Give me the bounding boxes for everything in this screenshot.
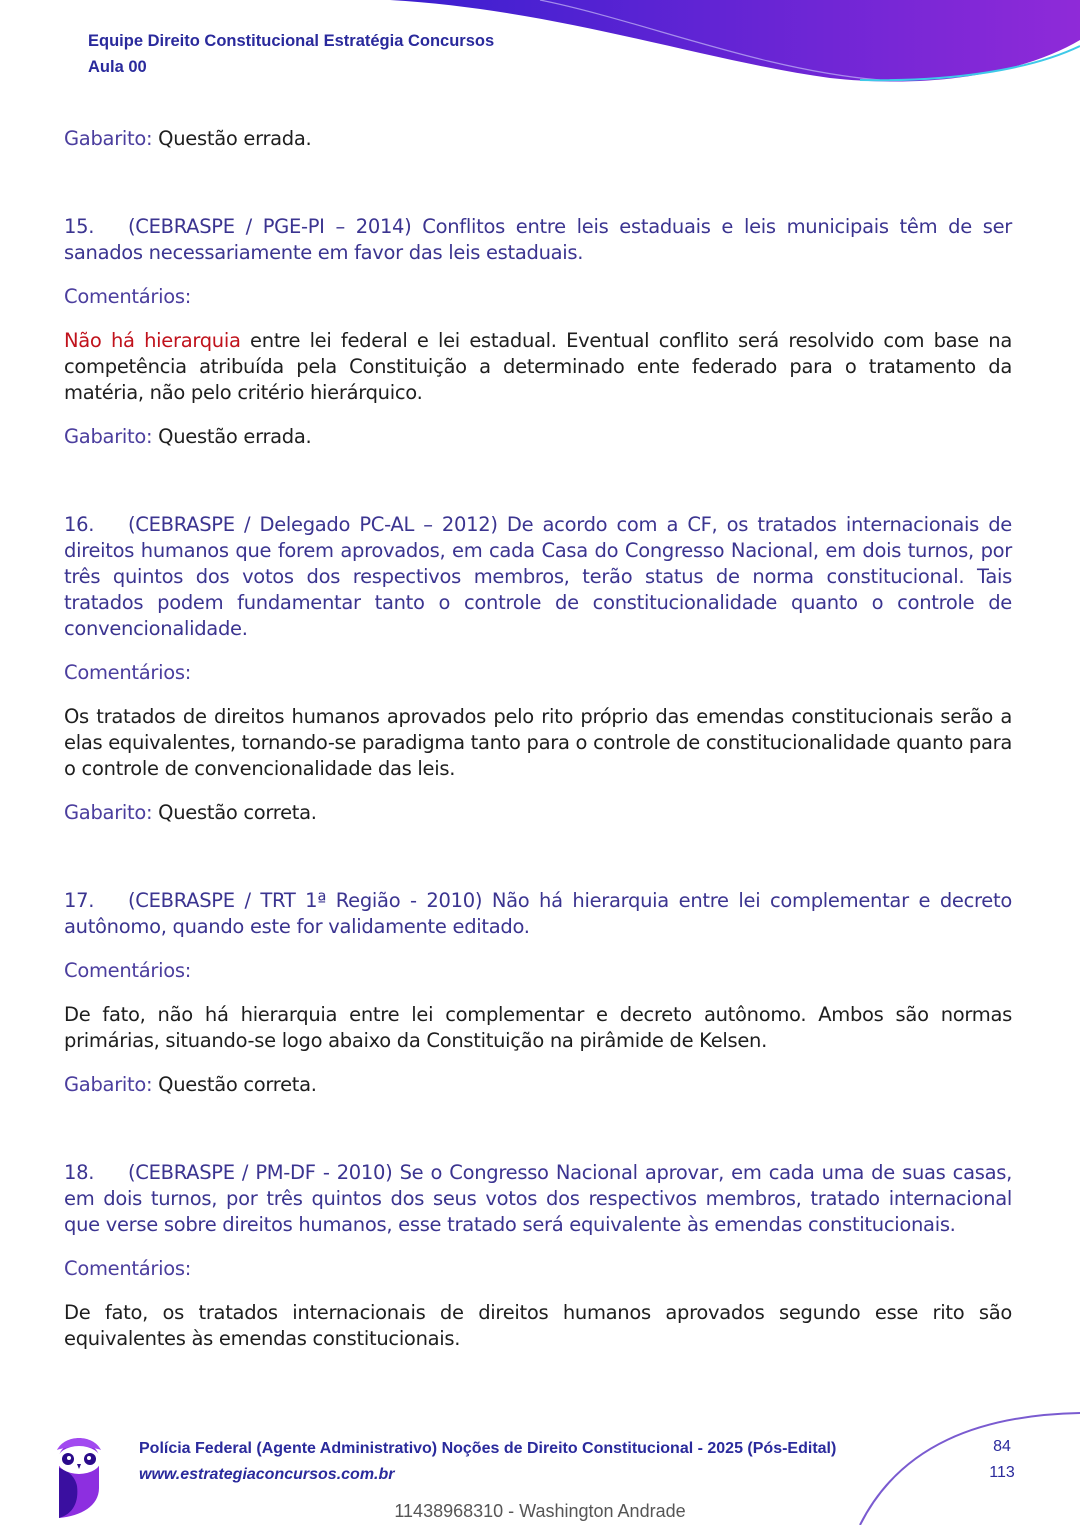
question-text: Não há hierarquia entre lei complementar e decreto autônomo, quando este for validamente editado.: [64, 889, 1012, 938]
question-source: (CEBRASPE / PM-DF - 2010): [128, 1161, 393, 1184]
footer-course-title: Polícia Federal (Agente Administrativo) Noções de Direito Constitucional - 2025 (Pós-Edital): [139, 1440, 837, 1457]
comment-text: Os tratados de direitos humanos aprovados pelo rito próprio das emendas constitucionais serão a elas equivalentes, tornando-se paradigma tanto para o controle de constitucionalidade quanto para o controle de convencionalidade das leis.: [64, 705, 1013, 780]
gabarito-label: Gabarito:: [64, 127, 153, 150]
gabarito-value: Questão correta.: [152, 1073, 317, 1096]
gabarito-label: Gabarito:: [64, 801, 153, 824]
question-18: [64, 1160, 1012, 1352]
question-text: Se o Congresso Nacional aprovar, em cada uma de suas casas, em dois turnos, por três quintos dos seus votos dos respectivos membros, tratado internacional que verse sobre direitos humanos, esse tratado será equivalente às emendas constitucionais.: [64, 1161, 1013, 1236]
question-17: [64, 888, 1012, 1098]
gabarito: [64, 424, 1012, 450]
comment-text: [64, 328, 1012, 406]
question-statement: [64, 214, 1012, 266]
comments-label: Comentários:: [64, 1257, 191, 1280]
comments-label: Comentários:: [64, 959, 191, 982]
footer-url-link[interactable]: www.estrategiaconcursos.com.br: [139, 1466, 395, 1483]
page-total: 113: [989, 1464, 1015, 1481]
gabarito-label: Gabarito:: [64, 425, 153, 448]
gabarito-previous: [64, 126, 1012, 152]
header-lesson: Aula 00: [88, 58, 147, 76]
question-statement: [64, 1160, 1012, 1238]
question-source: (CEBRASPE / TRT 1ª Região - 2010): [128, 889, 483, 912]
question-number: 16.: [64, 513, 95, 536]
gabarito: [64, 800, 1012, 826]
question-text: De acordo com a CF, os tratados internacionais de direitos humanos que forem aprovados, em cada Casa do Congresso Nacional, em dois turnos, por três quintos dos votos dos respectivos membros, terão status de norma constitucional. Tais tratados podem fundamentar tanto o controle de constitucionalidade quanto o controle de convencionalidade.: [64, 513, 1013, 640]
question-statement: [64, 512, 1012, 642]
comments-label: Comentários:: [64, 661, 191, 684]
gabarito-value: Questão errada.: [152, 425, 312, 448]
question-source: (CEBRASPE / Delegado PC-AL – 2012): [128, 513, 498, 536]
document-body: [64, 126, 1012, 1352]
question-source: (CEBRASPE / PGE-PI – 2014): [128, 215, 412, 238]
watermark: 11438968310 - Washington Andrade: [394, 1501, 686, 1521]
page-current: 84: [993, 1438, 1011, 1455]
question-number: 17.: [64, 889, 95, 912]
question-statement: [64, 888, 1012, 940]
question-text: Conflitos entre leis estaduais e leis municipais têm de ser sanados necessariamente em favor das leis estaduais.: [64, 215, 1012, 264]
gabarito-value: Questão correta.: [152, 801, 317, 824]
question-16: [64, 512, 1012, 826]
gabarito: [64, 1072, 1012, 1098]
gabarito-value: Questão errada.: [152, 127, 312, 150]
comment-text: De fato, não há hierarquia entre lei complementar e decreto autônomo. Ambos são normas primárias, situando-se logo abaixo da Constituição na pirâmide de Kelsen.: [64, 1003, 1012, 1052]
question-15: [64, 214, 1012, 450]
page-header: [88, 28, 494, 80]
comments-label: Comentários:: [64, 285, 191, 308]
comment-body: entre lei federal e lei estadual. Eventual conflito será resolvido com base na competência atribuída pela Constituição a determinado ente federado para o tratamento da matéria, não pelo critério hierárquico.: [64, 329, 1013, 404]
gabarito-label: Gabarito:: [64, 1073, 153, 1096]
comment-highlight: Não há hierarquia: [64, 329, 241, 352]
question-number: 15.: [64, 215, 95, 238]
comment-text: De fato, os tratados internacionais de direitos humanos aprovados segundo esse rito são equivalentes às emendas constitucionais.: [64, 1301, 1012, 1350]
question-number: 18.: [64, 1161, 95, 1184]
header-team: Equipe Direito Constitucional Estratégia Concursos: [88, 32, 495, 50]
